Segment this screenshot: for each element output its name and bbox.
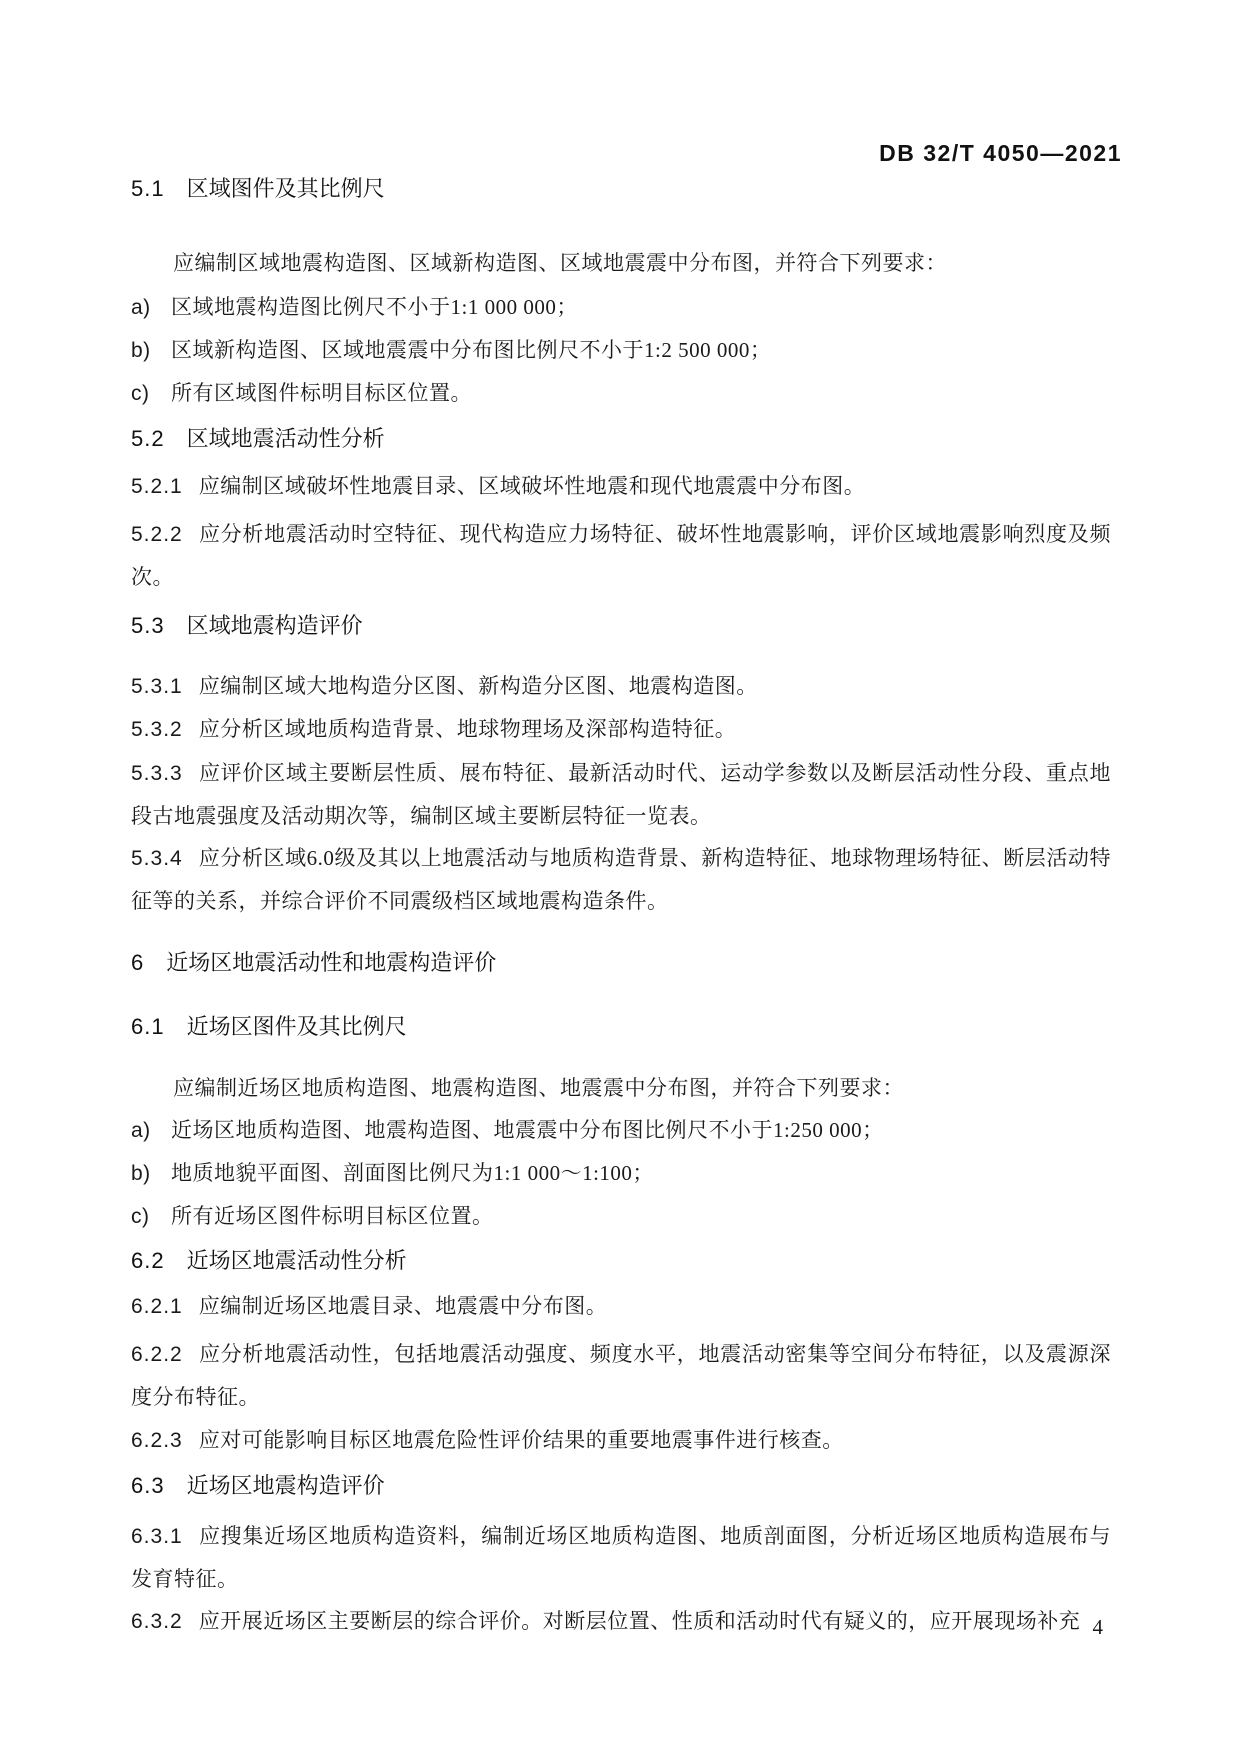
list-item-a — [131, 286, 1111, 329]
section-title: 近场区地震活动性分析 — [186, 1248, 407, 1273]
clause-number: 5.3.2 — [131, 718, 183, 741]
list-marker: b) — [131, 339, 151, 362]
chapter-title: 近场区地震活动性和地震构造评价 — [166, 950, 497, 975]
clause-6-2-1 — [131, 1285, 1111, 1328]
clause-6-2-3 — [131, 1419, 1111, 1462]
document-body — [131, 168, 1111, 1643]
clause-text: 应分析地震活动时空特征、现代构造应力场特征、破坏性地震影响，评价区域地震影响烈度及频次。 — [131, 522, 1111, 589]
clause-number: 6.2.1 — [131, 1295, 183, 1318]
clause-text: 应编制区域破坏性地震目录、区域破坏性地震和现代地震震中分布图。 — [198, 474, 866, 498]
section-number: 6.1 — [131, 1014, 165, 1039]
clause-text: 应分析区域地质构造背景、地球物理场及深部构造特征。 — [198, 717, 737, 741]
clause-number: 5.2.1 — [131, 475, 183, 498]
clause-text: 应搜集近场区地质构造资料，编制近场区地质构造图、地质剖面图，分析近场区地质构造展布与发育特征。 — [131, 1524, 1111, 1591]
paragraph-nearfield-maps-intro: 应编制近场区地质构造图、地震构造图、地震震中分布图，并符合下列要求： — [173, 1076, 904, 1100]
list-text: 区域新构造图、区域地震震中分布图比例尺不小于1:2 500 000； — [171, 338, 772, 362]
list-text: 所有区域图件标明目标区位置。 — [171, 381, 472, 405]
clause-5-3-2 — [131, 708, 1111, 751]
section-heading-5-2 — [131, 418, 1111, 460]
section-heading-6-2 — [131, 1240, 1111, 1282]
clause-5-2-2 — [131, 513, 1111, 598]
clause-number: 5.3.3 — [131, 762, 183, 785]
list-marker: c) — [131, 1205, 150, 1228]
clause-text: 应分析地震活动性，包括地震活动强度、频度水平，地震活动密集等空间分布特征，以及震源深度分布特征。 — [131, 1342, 1111, 1409]
section-number: 5.1 — [131, 176, 165, 201]
clause-5-3-3 — [131, 752, 1111, 837]
clause-5-3-4 — [131, 837, 1111, 922]
list-text: 所有近场区图件标明目标区位置。 — [171, 1204, 494, 1228]
section-title: 近场区图件及其比例尺 — [186, 1014, 407, 1039]
clause-text: 应开展近场区主要断层的综合评价。对断层位置、性质和活动时代有疑义的，应开展现场补充 — [198, 1609, 1081, 1633]
list-marker: b) — [131, 1162, 151, 1185]
clause-number: 6.3.2 — [131, 1610, 183, 1633]
section-heading-5-1 — [131, 168, 1111, 210]
list-item-b — [131, 1152, 1111, 1195]
clause-text: 应编制近场区地震目录、地震震中分布图。 — [198, 1294, 608, 1318]
section-title: 区域图件及其比例尺 — [186, 176, 385, 201]
clause-number: 5.3.1 — [131, 675, 183, 698]
page-number: 4 — [1092, 1615, 1103, 1639]
section-number: 5.2 — [131, 426, 165, 451]
clause-6-2-2 — [131, 1333, 1111, 1418]
standard-number-header: DB 32/T 4050—2021 — [879, 140, 1122, 166]
list-marker: a) — [131, 296, 151, 319]
clause-number: 5.2.2 — [131, 523, 183, 546]
clause-text: 应分析区域6.0级及其以上地震活动与地质构造背景、新构造特征、地球物理场特征、断层活动特征等的关系，并综合评价不同震级档区域地震构造条件。 — [131, 846, 1111, 913]
section-number: 6.2 — [131, 1248, 165, 1273]
list-item-c — [131, 1195, 1111, 1238]
list-item-a — [131, 1109, 1111, 1152]
paragraph-region-maps-intro: 应编制区域地震构造图、区域新构造图、区域地震震中分布图，并符合下列要求： — [173, 251, 947, 275]
list-item-c — [131, 372, 1111, 415]
list-marker: a) — [131, 1119, 151, 1142]
section-title: 近场区地震构造评价 — [186, 1473, 385, 1498]
section-heading-6-1 — [131, 1006, 1111, 1048]
section-title: 区域地震活动性分析 — [186, 426, 385, 451]
list-text: 地质地貌平面图、剖面图比例尺为1:1 000～1:100； — [171, 1161, 654, 1185]
chapter-number: 6 — [131, 950, 145, 975]
section-heading-6-3 — [131, 1465, 1111, 1507]
chapter-heading-6 — [131, 942, 1111, 984]
section-number: 6.3 — [131, 1473, 165, 1498]
clause-6-3-1 — [131, 1515, 1111, 1600]
clause-5-3-1 — [131, 665, 1111, 708]
clause-text: 应评价区域主要断层性质、展布特征、最新活动时代、运动学参数以及断层活动性分段、重点地段古地震强度及活动期次等，编制区域主要断层特征一览表。 — [131, 761, 1111, 828]
list-marker: c) — [131, 382, 150, 405]
section-number: 5.3 — [131, 613, 165, 638]
clause-6-3-2 — [131, 1600, 1111, 1643]
clause-number: 6.3.1 — [131, 1525, 183, 1548]
list-text: 区域地震构造图比例尺不小于1:1 000 000； — [171, 295, 578, 319]
clause-text: 应对可能影响目标区地震危险性评价结果的重要地震事件进行核查。 — [198, 1428, 844, 1452]
section-heading-5-3 — [131, 605, 1111, 647]
clause-number: 6.2.3 — [131, 1429, 183, 1452]
list-text: 近场区地质构造图、地震构造图、地震震中分布图比例尺不小于1:250 000； — [171, 1118, 884, 1142]
section-title: 区域地震构造评价 — [186, 613, 363, 638]
list-item-b — [131, 329, 1111, 372]
clause-number: 5.3.4 — [131, 847, 183, 870]
clause-5-2-1 — [131, 465, 1111, 508]
clause-text: 应编制区域大地构造分区图、新构造分区图、地震构造图。 — [198, 674, 758, 698]
clause-number: 6.2.2 — [131, 1343, 183, 1366]
